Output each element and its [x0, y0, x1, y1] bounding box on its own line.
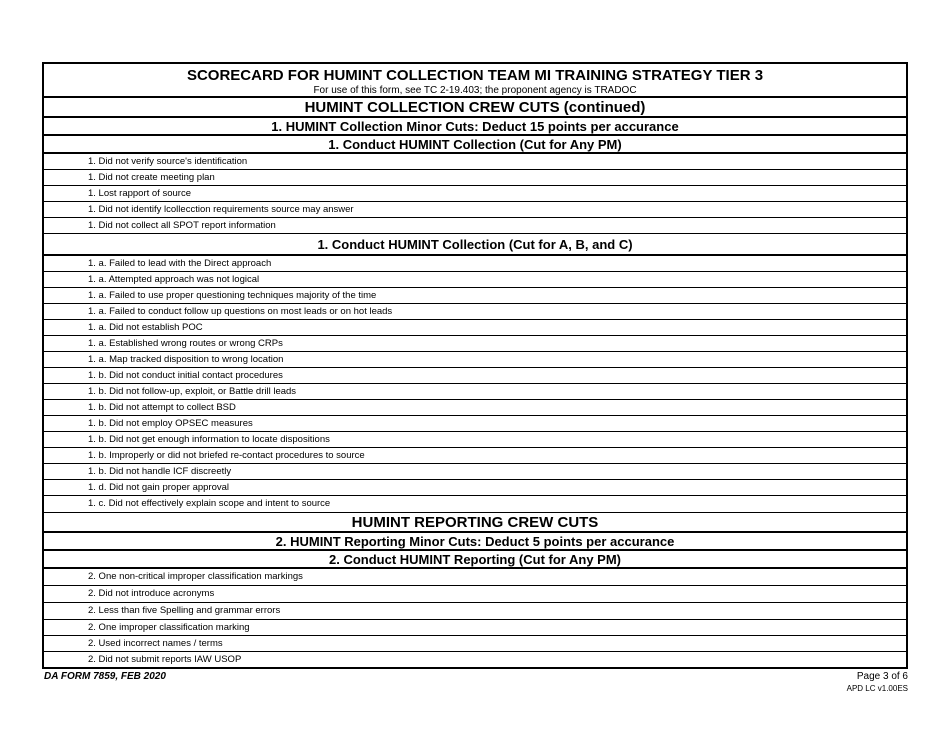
section-collection-crew-cuts: HUMINT COLLECTION CREW CUTS (continued) — [44, 98, 906, 118]
form-header — [44, 64, 906, 98]
collection-abc-item: 1. b. Did not get enough information to locate dispositions — [44, 432, 906, 448]
reporting-minor-cuts-heading: 2. HUMINT Reporting Minor Cuts: Deduct 5 points per accurance — [44, 533, 906, 551]
collection-abc-item: 1. a. Did not establish POC — [44, 320, 906, 336]
form-id: DA FORM 7859, FEB 2020 — [44, 671, 166, 682]
collection-abc-item: 1. b. Did not employ OPSEC measures — [44, 416, 906, 432]
collection-abc-item: 1. a. Established wrong routes or wrong CRPs — [44, 336, 906, 352]
page-number: Page 3 of 6 — [856, 671, 908, 682]
collection-abc-item: 1. b. Did not conduct initial contact procedures — [44, 368, 906, 384]
reporting-item: 2. One non-critical improper classification markings — [44, 569, 906, 586]
collection-abc-item: 1. c. Did not effectively explain scope and intent to source — [44, 496, 906, 513]
reporting-item: 2. Less than five Spelling and grammar errors — [44, 603, 906, 620]
collection-abc-item: 1. a. Failed to lead with the Direct approach — [44, 256, 906, 272]
form-subtitle: For use of this form, see TC 2-19.403; the proponent agency is TRADOC — [313, 85, 637, 96]
collection-any-item: 1. Did not collect all SPOT report information — [44, 218, 906, 234]
version-label: APD LC v1.00ES — [846, 684, 908, 693]
conduct-reporting-any-heading: 2. Conduct HUMINT Reporting (Cut for Any PM) — [44, 551, 906, 569]
collection-abc-item: 1. d. Did not gain proper approval — [44, 480, 906, 496]
form-title: SCORECARD FOR HUMINT COLLECTION TEAM MI TRAINING STRATEGY TIER 3 — [186, 67, 764, 84]
page-info — [847, 671, 908, 694]
collection-abc-item: 1. a. Attempted approach was not logical — [44, 272, 906, 288]
collection-any-item: 1. Lost rapport of source — [44, 186, 906, 202]
collection-abc-item: 1. a. Failed to conduct follow up questions on most leads or on hot leads — [44, 304, 906, 320]
conduct-collection-abc-heading: 1. Conduct HUMINT Collection (Cut for A, B, and C) — [44, 234, 906, 256]
reporting-item: 2. Did not introduce acronyms — [44, 586, 906, 603]
collection-abc-item: 1. b. Improperly or did not briefed re-contact procedures to source — [44, 448, 906, 464]
collection-abc-item: 1. a. Failed to use proper questioning techniques majority of the time — [44, 288, 906, 304]
reporting-item: 2. Did not submit reports IAW USOP — [88, 654, 242, 665]
collection-abc-item: 1. b. Did not attempt to collect BSD — [44, 400, 906, 416]
collection-abc-item: 1. b. Did not follow-up, exploit, or Battle drill leads — [44, 384, 906, 400]
reporting-item: 2. Used incorrect names / terms — [44, 636, 906, 652]
collection-abc-item: 1. a. Map tracked disposition to wrong location — [44, 352, 906, 368]
collection-minor-cuts-heading: 1. HUMINT Collection Minor Cuts: Deduct 15 points per accurance — [44, 118, 906, 136]
collection-abc-item: 1. b. Did not handle ICF discreetly — [44, 464, 906, 480]
section-reporting-crew-cuts: HUMINT REPORTING CREW CUTS — [44, 513, 906, 533]
conduct-collection-any-heading: 1. Conduct HUMINT Collection (Cut for Any PM) — [44, 136, 906, 154]
collection-any-item: 1. Did not create meeting plan — [44, 170, 906, 186]
collection-any-item: 1. Did not verify source's identification — [44, 154, 906, 170]
reporting-item: 2. One improper classification marking — [44, 620, 906, 636]
scorecard-form — [42, 62, 908, 669]
collection-any-item: 1. Did not identify lcollecction requirements source may answer — [44, 202, 906, 218]
